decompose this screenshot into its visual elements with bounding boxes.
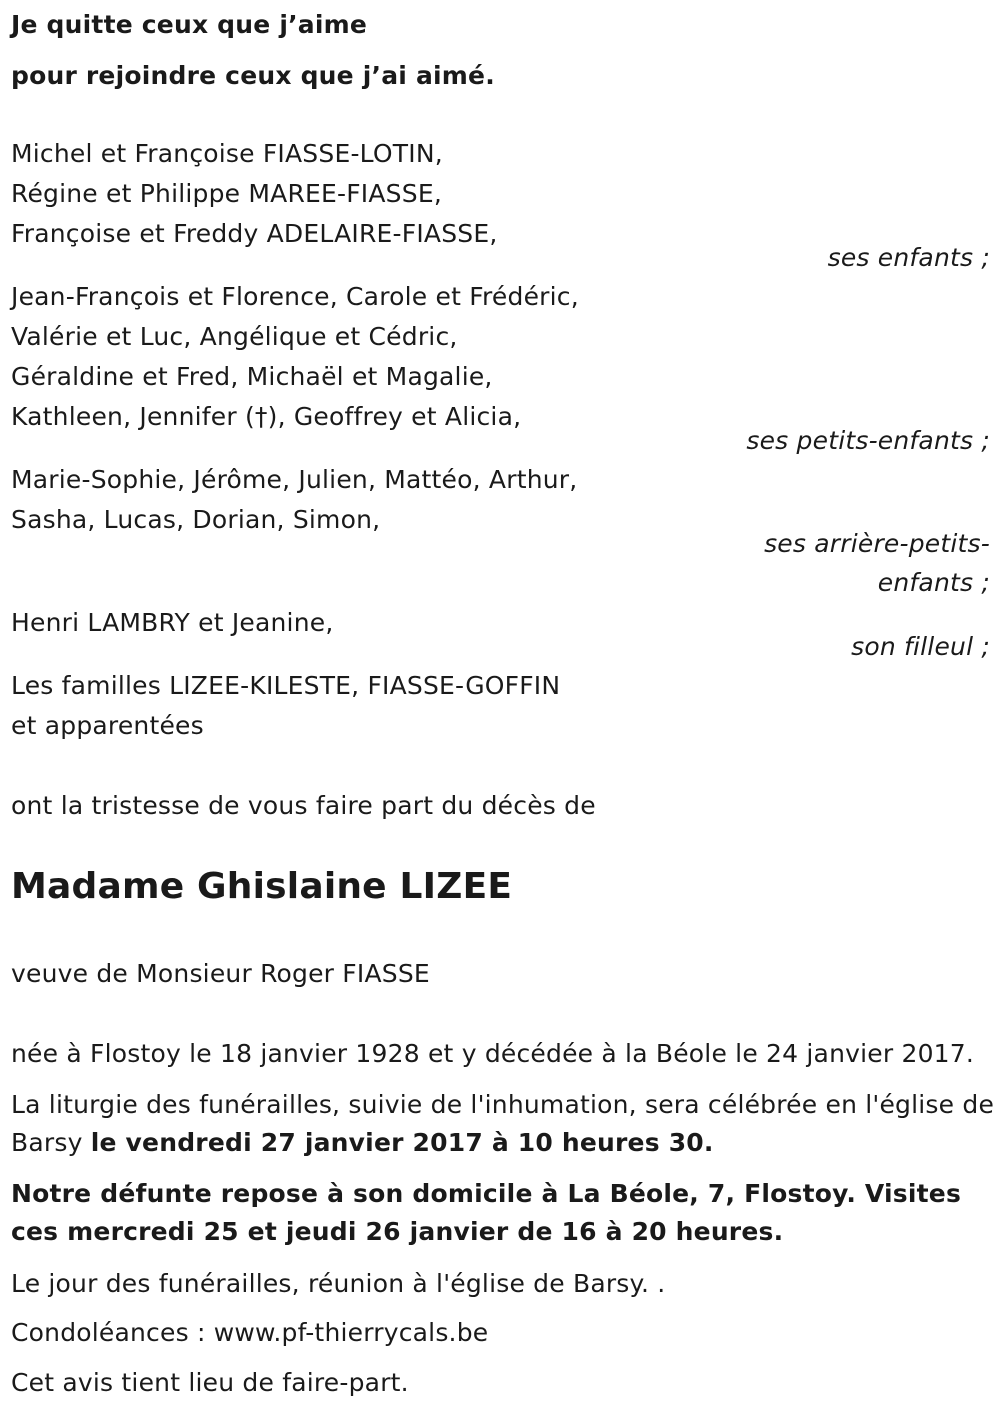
meeting: Le jour des funérailles, réunion à l'église de Barsy. .: [11, 1269, 666, 1298]
deceased-name: Madame Ghislaine LIZEE: [11, 866, 513, 907]
families-line-2: et apparentées: [11, 711, 204, 740]
funeral-paragraph: [11, 1086, 996, 1162]
great-grandchildren-relation-1: ses arrière-petits-: [764, 529, 990, 558]
godson-name: Henri LAMBRY et Jeanine,: [11, 608, 334, 637]
families-line-1: Les familles LIZEE-KILESTE, FIASSE-GOFFIN: [11, 671, 561, 700]
epigraph-line-1: Je quitte ceux que j’aime: [11, 10, 368, 39]
announcement: ont la tristesse de vous faire part du décès de: [11, 791, 596, 820]
grandchildren-relation: ses petits-enfants ;: [746, 426, 990, 455]
great-grandchildren-name-2: Sasha, Lucas, Dorian, Simon,: [11, 505, 381, 534]
funeral-text: La liturgie des funérailles, suivie de l'inhumation, sera célébrée en l'église de Barsy: [11, 1090, 995, 1157]
condolences: Condoléances : www.pf-thierrycals.be: [11, 1318, 489, 1347]
children-name-1: Michel et Françoise FIASSE-LOTIN,: [11, 139, 443, 168]
grandchildren-name-3: Géraldine et Fred, Michaël et Magalie,: [11, 362, 493, 391]
children-relation: ses enfants ;: [827, 243, 990, 272]
visitation: Notre défunte repose à son domicile à La Béole, 7, Flostoy. Visites ces mercredi 25 et jeudi 26 janvier de 16 à 20 heures.: [11, 1179, 962, 1246]
grandchildren-name-4: Kathleen, Jennifer (†), Geoffrey et Alicia,: [11, 402, 522, 431]
epigraph-line-2: pour rejoindre ceux que j’ai aimé.: [11, 61, 495, 90]
children-name-2: Régine et Philippe MAREE-FIASSE,: [11, 179, 442, 208]
godson-relation: son filleul ;: [851, 632, 990, 661]
great-grandchildren-name-1: Marie-Sophie, Jérôme, Julien, Mattéo, Arthur,: [11, 465, 578, 494]
funeral-date: le vendredi 27 janvier 2017 à 10 heures 30.: [90, 1128, 714, 1157]
grandchildren-name-1: Jean-François et Florence, Carole et Frédéric,: [11, 282, 579, 311]
great-grandchildren-relation-2: enfants ;: [877, 568, 990, 597]
widow-of: veuve de Monsieur Roger FIASSE: [11, 959, 430, 988]
children-name-3: Françoise et Freddy ADELAIRE-FIASSE,: [11, 219, 498, 248]
notice: Cet avis tient lieu de faire-part.: [11, 1368, 409, 1397]
grandchildren-name-2: Valérie et Luc, Angélique et Cédric,: [11, 322, 458, 351]
birth-death: née à Flostoy le 18 janvier 1928 et y décédée à la Béole le 24 janvier 2017.: [11, 1039, 975, 1068]
